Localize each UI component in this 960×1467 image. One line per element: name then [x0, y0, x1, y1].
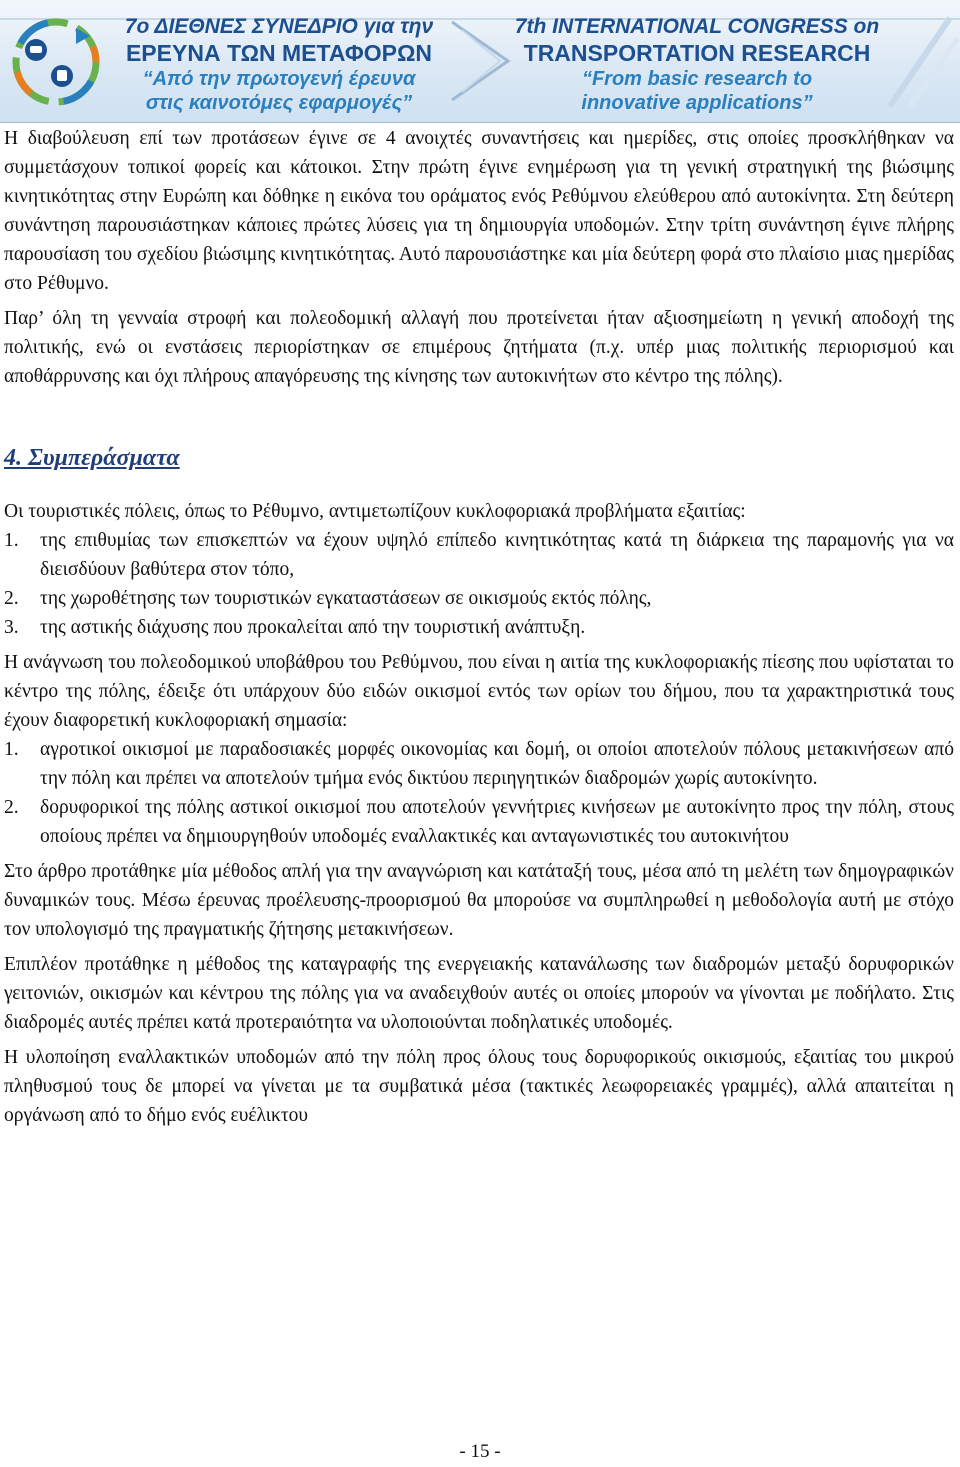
settlements-intro: Η ανάγνωση του πολεοδομικού υποβάθρου του Ρεθύμνου, που είναι η αιτία της κυκλοφοριακής πίεσης που υφίσταται το κέντρο της πόλης, έδειξε ότι υπάρχουν δύο ειδών οικισμοί εντός των ορίων του δήμου, που τα χαρακτηριστικά τους έχουν διαφορετική κυκλοφοριακή σημασία: [4, 652, 954, 731]
list-item [4, 584, 954, 613]
list-item [4, 735, 954, 793]
header-divider-arrow-icon [448, 18, 512, 104]
conference-header-banner [0, 0, 960, 123]
header-gr-line1: 7ο ΔΙΕΘΝΕΣ ΣΥΝΕΔΡΙΟ για την [124, 15, 434, 38]
header-en-line3: “From basic research to [581, 68, 813, 90]
list-item-text: της χωροθέτησης των τουριστικών εγκαταστάσεων σε οικισμούς εκτός πόλης, [40, 588, 652, 609]
paragraph-consultation: Η διαβούλευση επί των προτάσεων έγινε σε 4 ανοιχτές συναντήσεις και ημερίδες, στις οποίες προσκλήθηκαν να συμμετάσχουν τοπικοί φορείς και κάτοικοι. Στην πρώτη έγινε ενημέρωση για τη γενική στρατηγική της βιώσιμης κινητικότητας στην Ευρώπη και δόθηκε η εικόνα του οράματος ενός Ρεθύμνου ελεύθερου από αυτοκίνητα. Στη δεύτερη συνάντηση παρουσιάστηκαν κάποιες πρώτες λύσεις για τη δημιουργία υποδομών. Στην τρίτη συνάντηση έγινε πλήρης παρουσίαση του σχεδίου βιώσιμης κινητικότητας. Αυτό παρουσιάστηκε και μία δεύτερη φορά στο πλαίσιο μιας ημερίδας στο Ρέθυμνο. [4, 128, 954, 294]
header-en-line1: 7th INTERNATIONAL CONGRESS on [514, 15, 880, 38]
list-item [4, 793, 954, 851]
page-body [4, 124, 954, 1130]
header-gr-line4: στις καινοτόμες εφαρμογές” [145, 92, 413, 114]
list-item-number: 1. [4, 530, 19, 551]
list-item [4, 526, 954, 584]
causes-list [4, 526, 954, 642]
list-item-number: 1. [4, 739, 19, 760]
conclusions-intro: Οι τουριστικές πόλεις, όπως το Ρέθυμνο, αντιμετωπίζουν κυκλοφοριακά προβλήματα εξαιτίας: [4, 501, 746, 522]
header-right-decoration-icon [880, 8, 960, 114]
header-en-line4: innovative applications” [581, 92, 813, 114]
header-en-line2: TRANSPORTATION RESEARCH [523, 40, 871, 66]
list-item-number: 3. [4, 617, 19, 638]
conference-logo-icon [6, 6, 106, 114]
header-greek-title [108, 14, 450, 115]
paragraph-infrastructure: Η υλοποίηση εναλλακτικών υποδομών από την πόλη προς όλους τους δορυφορικούς οικισμούς, εξαιτίας του μικρού πληθυσμού τους δε μπορεί να γίνεται με τα συμβατικά μέσα (τακτικές λεωφορειακές γραμμές), αλλά απαιτείται η οργάνωση από το δήμο ενός ευέλικτου [4, 1047, 954, 1126]
paragraph-acceptance: Παρ’ όλη τη γενναία στροφή και πολεοδομική αλλαγή που προτείνεται ήταν αξιοσημείωτη η γενική αποδοχή της πολιτικής, ενώ οι ενστάσεις περιορίστηκαν σε επιμέρους ζητήματα (π.χ. υπέρ μιας πολιτικής περιορισμού και αποθάρρυνσης και όχι πλήρους απαγόρευσης της κίνησης των αυτοκινήτων στο κέντρο της πόλης). [4, 308, 954, 387]
paragraph-energy: Επιπλέον προτάθηκε η μέθοδος της καταγραφής της ενεργειακής κατανάλωσης των διαδρομών μεταξύ δορυφορικών γειτονιών, οικισμών και κέντρου της πόλης για να αναδειχθούν αυτές οι οποίες μπορούν να γίνονται με ποδήλατο. Στις διαδρομές αυτές πρέπει κατά προτεραιότητα να υλοποιούνται ποδηλατικές υποδομές. [4, 954, 954, 1033]
header-english-title [512, 14, 882, 115]
paragraph-method: Στο άρθρο προτάθηκε μία μέθοδος απλή για την αναγνώριση και κατάταξή τους, μέσα από τη μελέτη των δημογραφικών δυναμικών τους. Μέσω έρευνας προέλευσης-προορισμού θα μπορούσε να συμπληρωθεί η μεθοδολογία αυτή με στόχο τον υπολογισμό της πραγματικής ζήτησης μετακινήσεων. [4, 861, 954, 940]
header-gr-line3: “Από την πρωτογενή έρευνα [142, 68, 416, 90]
section-heading: 4. Συμπεράσματα [4, 445, 180, 471]
header-gr-line2: ΕΡΕΥΝΑ ΤΩΝ ΜΕΤΑΦΟΡΩΝ [125, 40, 433, 66]
list-item-number: 2. [4, 797, 19, 818]
list-item-number: 2. [4, 588, 19, 609]
list-item-text: της αστικής διάχυσης που προκαλείται από την τουριστική ανάπτυξη. [40, 617, 586, 638]
settlement-types-list [4, 735, 954, 851]
list-item-text: δορυφορικοί της πόλης αστικοί οικισμοί που αποτελούν γεννήτριες κινήσεων με αυτοκίνητο προς την πόλη, στους οποίους πρέπει να δημιουργηθούν υποδομές εναλλακτικές και ανταγωνιστικές του αυτοκινήτου [40, 797, 954, 847]
list-item-text: της επιθυμίας των επισκεπτών να έχουν υψηλό επίπεδο κινητικότητας κατά τη διάρκεια της παραμονής για να διεισδύουν βαθύτερα στον τόπο, [40, 530, 954, 580]
list-item-text: αγροτικοί οικισμοί με παραδοσιακές μορφές οικονομίας και δομή, οι οποίοι αποτελούν πόλους μετακινήσεων από την πόλη και πρέπει να αποτελούν τμήμα ενός δικτύου περιηγητικών διαδρομών χωρίς αυτοκίνητο. [40, 739, 954, 789]
list-item [4, 613, 954, 642]
page-number: - 15 - [459, 1441, 501, 1462]
